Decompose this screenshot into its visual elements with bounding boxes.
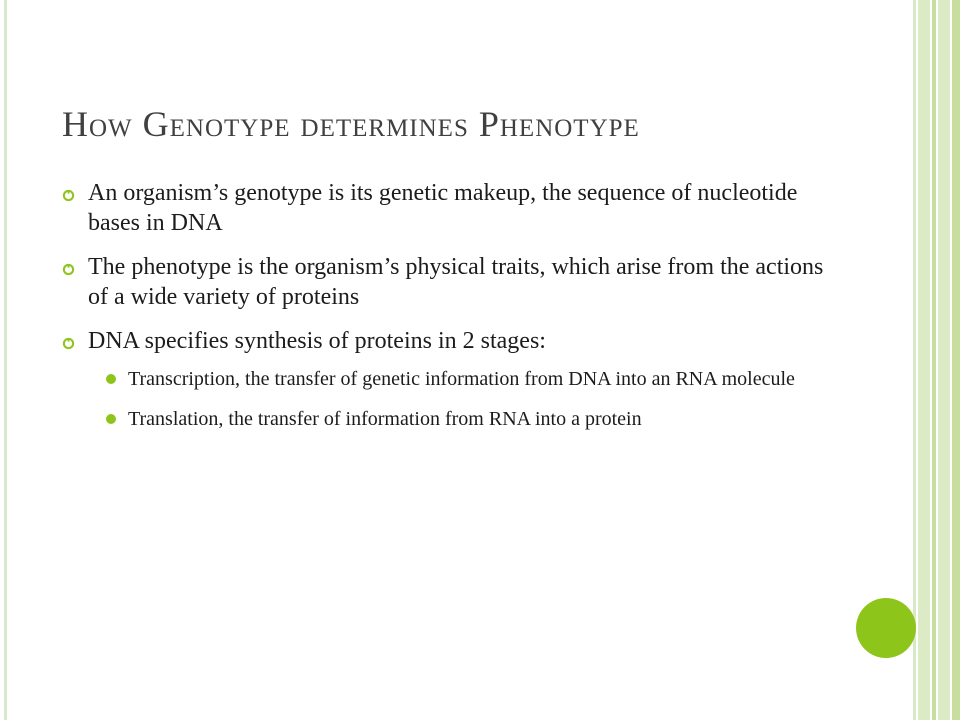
- bullet-text: DNA specifies synthesis of proteins in 2 stages:: [88, 328, 546, 354]
- decor-stripe: [918, 0, 930, 720]
- sub-bullet-list: [62, 366, 842, 432]
- bullet-text: An organism’s genotype is its genetic makeup, the sequence of nucleotide bases in DNA: [88, 180, 798, 236]
- bullet-item: [62, 178, 842, 238]
- ring-bullet-icon: [62, 337, 75, 350]
- ring-bullet-icon: [62, 189, 75, 202]
- slide-title: How Genotype determines Phenotype: [62, 104, 640, 144]
- green-circle-icon: [856, 598, 916, 658]
- ring-bullet-icon: [62, 263, 75, 276]
- slide-content: [62, 178, 842, 446]
- decor-stripe: [952, 0, 960, 720]
- sub-bullet-item: [106, 406, 842, 432]
- bullet-text: The phenotype is the organism’s physical traits, which arise from the actions of a wide variety of proteins: [88, 254, 824, 310]
- bullet-item: [62, 326, 842, 356]
- decor-stripe: [938, 0, 950, 720]
- sub-bullet-text: Transcription, the transfer of genetic information from DNA into an RNA molecule: [128, 368, 795, 390]
- dot-bullet-icon: [106, 414, 116, 424]
- bullet-item: [62, 252, 842, 312]
- dot-bullet-icon: [106, 374, 116, 384]
- decor-stripe: [932, 0, 936, 720]
- sub-bullet-text: Translation, the transfer of information from RNA into a protein: [128, 408, 642, 430]
- sub-bullet-item: [106, 366, 842, 392]
